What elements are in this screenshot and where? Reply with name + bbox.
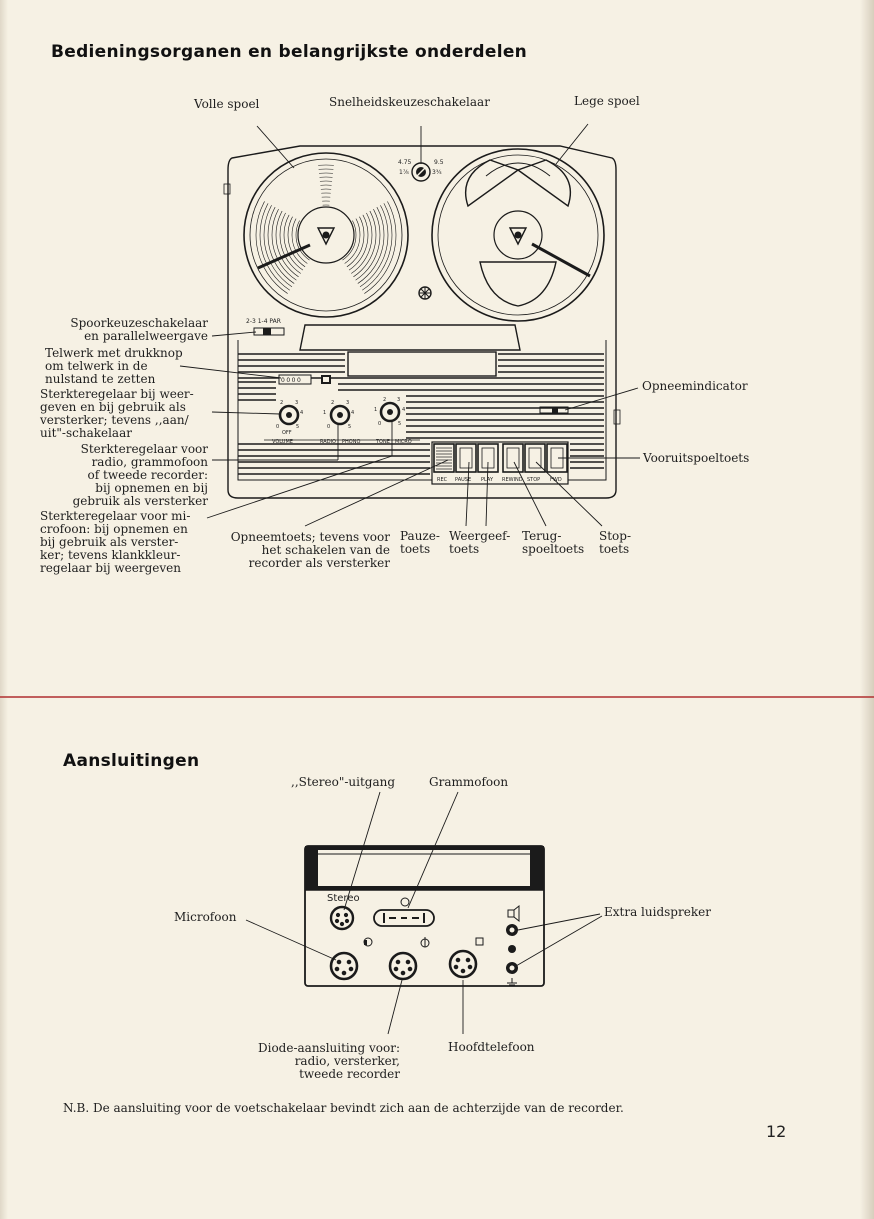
speed-label-left-top: 4.75 xyxy=(398,159,412,166)
label-grammofoon: Grammofoon xyxy=(429,775,509,789)
label-sterkteregelaar-radio: Sterkteregelaar voor radio, grammofoon of tweede recorder: bij opnemen en bij gebruik als versterker xyxy=(72,442,208,508)
svg-text:3: 3 xyxy=(397,397,401,403)
svg-text:4: 4 xyxy=(351,410,355,416)
label-sterkteregelaar-weergeven: Sterkteregelaar bij weer- geven en bij gebruik als versterker; tevens ,,aan/ uit"-schakelaar xyxy=(40,387,194,440)
section-title-controls: Bedieningsorganen en belangrijkste onderdelen xyxy=(51,42,528,62)
label-extra-luidspreker: Extra luidspreker xyxy=(604,905,711,919)
label-spoorkeuzeschakelaar: Spoorkeuzeschakelaar en parallelweergave xyxy=(70,316,208,343)
svg-text:4: 4 xyxy=(402,407,406,413)
label-snelheidskeuzeschakelaar: Snelheidskeuzeschakelaar xyxy=(329,95,490,109)
svg-text:MICRO: MICRO xyxy=(395,439,412,445)
label-stereo-uitgang: ,,Stereo"-uitgang xyxy=(291,775,396,789)
svg-text:1: 1 xyxy=(323,410,327,416)
svg-text:0: 0 xyxy=(378,421,382,427)
speed-label-left-bottom: 1⅞ xyxy=(399,169,409,176)
label-terugspoeltoets: Terug- spoeltoets xyxy=(522,529,585,556)
label-sterkteregelaar-microfoon: Sterkteregelaar voor mi- crofoon: bij opnemen en bij gebruik als verster- ker; tevens klankkleur- regelaar bij weergeven xyxy=(40,509,191,575)
label-stoptoets: Stop- toets xyxy=(599,529,632,556)
speed-label-right-bottom: 3¾ xyxy=(432,169,442,176)
label-weergeeftoets: Weergeef- toets xyxy=(449,529,511,556)
svg-text:0: 0 xyxy=(276,424,280,430)
svg-text:STOP: STOP xyxy=(527,477,541,483)
microphone-socket xyxy=(331,938,372,979)
svg-text:5: 5 xyxy=(398,421,402,427)
svg-text:2: 2 xyxy=(280,400,284,406)
label-opneemtoets: Opneemtoets; tevens voor het schakelen van de recorder als versterker xyxy=(230,530,390,570)
svg-text:PHONO: PHONO xyxy=(342,439,361,445)
section-title-connections: Aansluitingen xyxy=(63,751,200,771)
footnote: N.B. De aansluiting voor de voetschakelaar bevindt zich aan de achterzijde van de recorder. xyxy=(63,1101,624,1115)
tape-counter-digits: 0000 xyxy=(281,377,303,384)
label-hoofdtelefoon: Hoofdtelefoon xyxy=(448,1040,535,1054)
label-lege-spoel: Lege spoel xyxy=(574,94,640,108)
svg-text:REC: REC xyxy=(437,477,448,483)
page-number: 12 xyxy=(766,1122,787,1141)
svg-text:FWD: FWD xyxy=(550,477,562,483)
label-volle-spoel: Volle spoel xyxy=(194,97,260,111)
headphone-socket xyxy=(450,938,483,977)
track-selector-labels: 2-3 1-4 PAR xyxy=(246,318,281,325)
gramophone-socket xyxy=(374,898,434,926)
speed-label-right-top: 9.5 xyxy=(434,159,444,166)
svg-text:REWIND: REWIND xyxy=(502,477,523,483)
label-pauzetoets: Pauze- toets xyxy=(400,529,440,556)
label-telwerk: Telwerk met drukknop om telwerk in de nulstand te zetten xyxy=(45,346,183,386)
knob-off-label: OFF xyxy=(282,430,292,436)
svg-text:4: 4 xyxy=(300,410,304,416)
svg-text:3: 3 xyxy=(295,400,299,406)
label-diode-aansluiting: Diode-aansluiting voor: radio, versterker, tweede recorder xyxy=(257,1041,400,1081)
stereo-output-socket xyxy=(331,907,353,929)
svg-text:PAUSE: PAUSE xyxy=(455,477,472,483)
svg-text:0: 0 xyxy=(327,424,331,430)
svg-text:5: 5 xyxy=(348,424,352,430)
diode-socket xyxy=(390,937,429,979)
svg-text:1: 1 xyxy=(374,407,378,413)
stereo-label: Stereo xyxy=(327,893,360,904)
svg-text:3: 3 xyxy=(346,400,350,406)
svg-text:PLAY: PLAY xyxy=(481,477,494,483)
extra-speaker-sockets xyxy=(506,906,519,985)
label-microfoon: Microfoon xyxy=(174,910,237,924)
label-vooruitspoeltoets: Vooruitspoeltoets xyxy=(643,451,750,465)
svg-text:5: 5 xyxy=(296,424,300,430)
label-opneemindicator: Opneemindicator xyxy=(642,379,748,393)
svg-text:TONE: TONE xyxy=(376,439,390,445)
svg-text:2: 2 xyxy=(331,400,335,406)
svg-text:2: 2 xyxy=(383,397,387,403)
svg-text:VOLUME: VOLUME xyxy=(272,439,293,445)
svg-text:RADIO: RADIO xyxy=(320,439,336,445)
